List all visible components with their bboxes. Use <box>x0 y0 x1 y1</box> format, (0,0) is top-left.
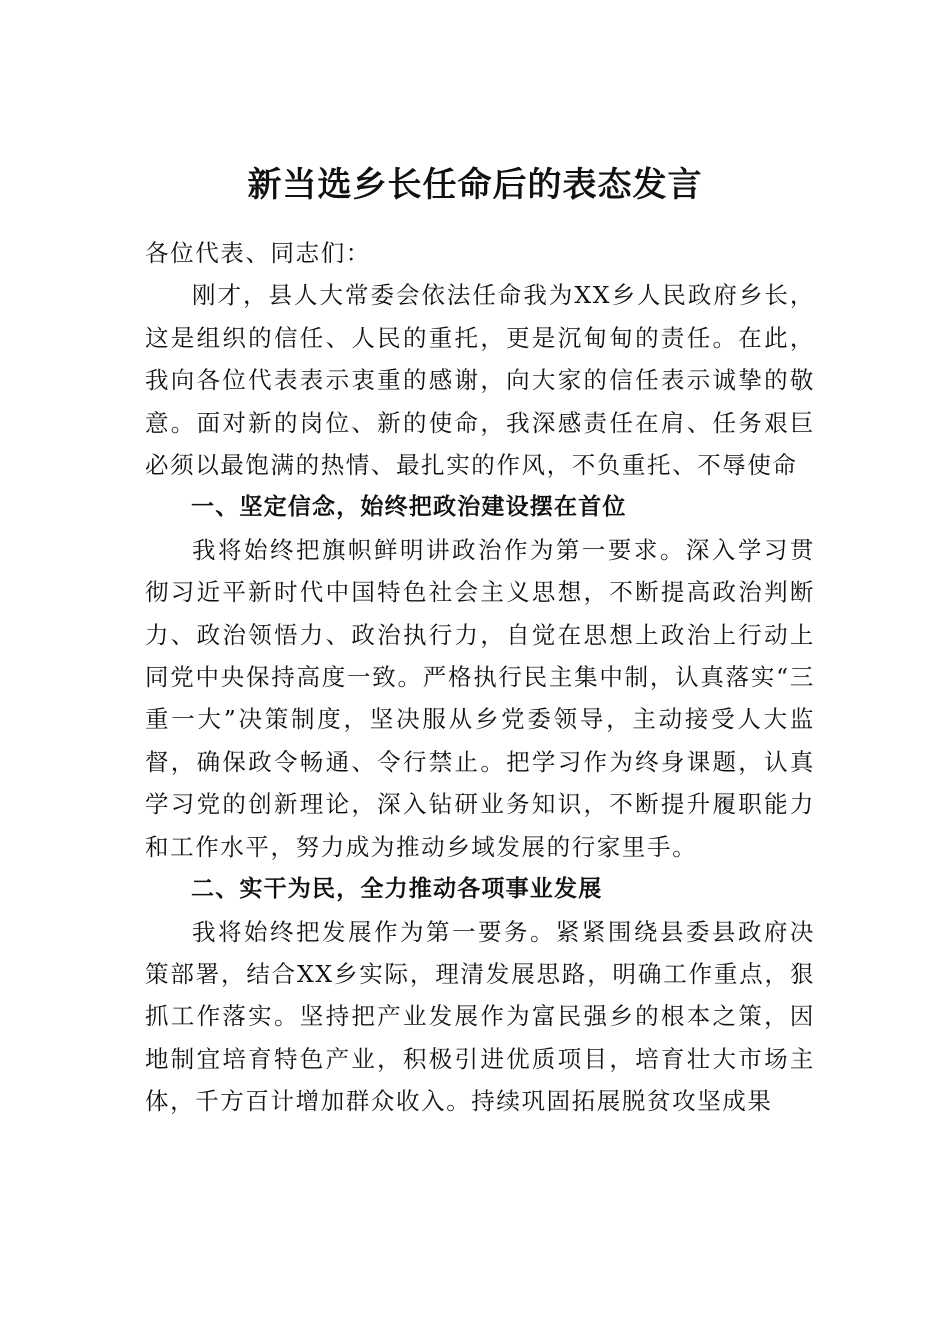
salutation: 各位代表、同志们： <box>145 239 371 267</box>
document-title: 新当选乡长任命后的表态发言 <box>247 165 703 205</box>
intro-paragraph: 刚才，县人大常委会依法任命我为XX乡人民政府乡长，这是组织的信任、人民的重托，更是沉甸甸的责任。在此，我向各位代表表示衷重的感谢，向大家的信任表示诚挚的敬意。面对新的岗位、新的使命，我深感责任在肩、任务艰巨必须以最饱满的热情、最扎实的作风，不负重托、不辱使命 <box>145 281 815 480</box>
section-1-paragraph: 我将始终把旗帜鲜明讲政治作为第一要求。深入学习贯彻习近平新时代中国特色社会主义思想，不断提高政治判断力、政治领悟力、政治执行力，自觉在思想上政治上行动上同党中央保持高度一致。严格执行民主集中制，认真落实“三重一大”决策制度，坚决服从乡党委领导，主动接受人大监督，确保政令畅通、令行禁止。把学习作为终身课题，认真学习党的创新理论，深入钻研业务知识，不断提升履职能力和工作水平，努力成为推动乡域发展的行家里手。 <box>145 535 815 861</box>
section-1-heading: 一、坚定信念，始终把政治建设摆在首位 <box>191 494 627 521</box>
section-2-paragraph: 我将始终把发展作为第一要务。紧紧围绕县委县政府决策部署，结合XX乡实际，理清发展思路，明确工作重点，狠抓工作落实。坚持把产业发展作为富民强乡的根本之策，因地制宜培育特色产业，积极引进优质项目，培育壮大市场主体，千方百计增加群众收入。持续巩固拓展脱贫攻坚成果 <box>145 917 815 1116</box>
section-2-heading: 二、实干为民，全力推动各项事业发展 <box>191 876 603 903</box>
document-body <box>145 232 815 1123</box>
